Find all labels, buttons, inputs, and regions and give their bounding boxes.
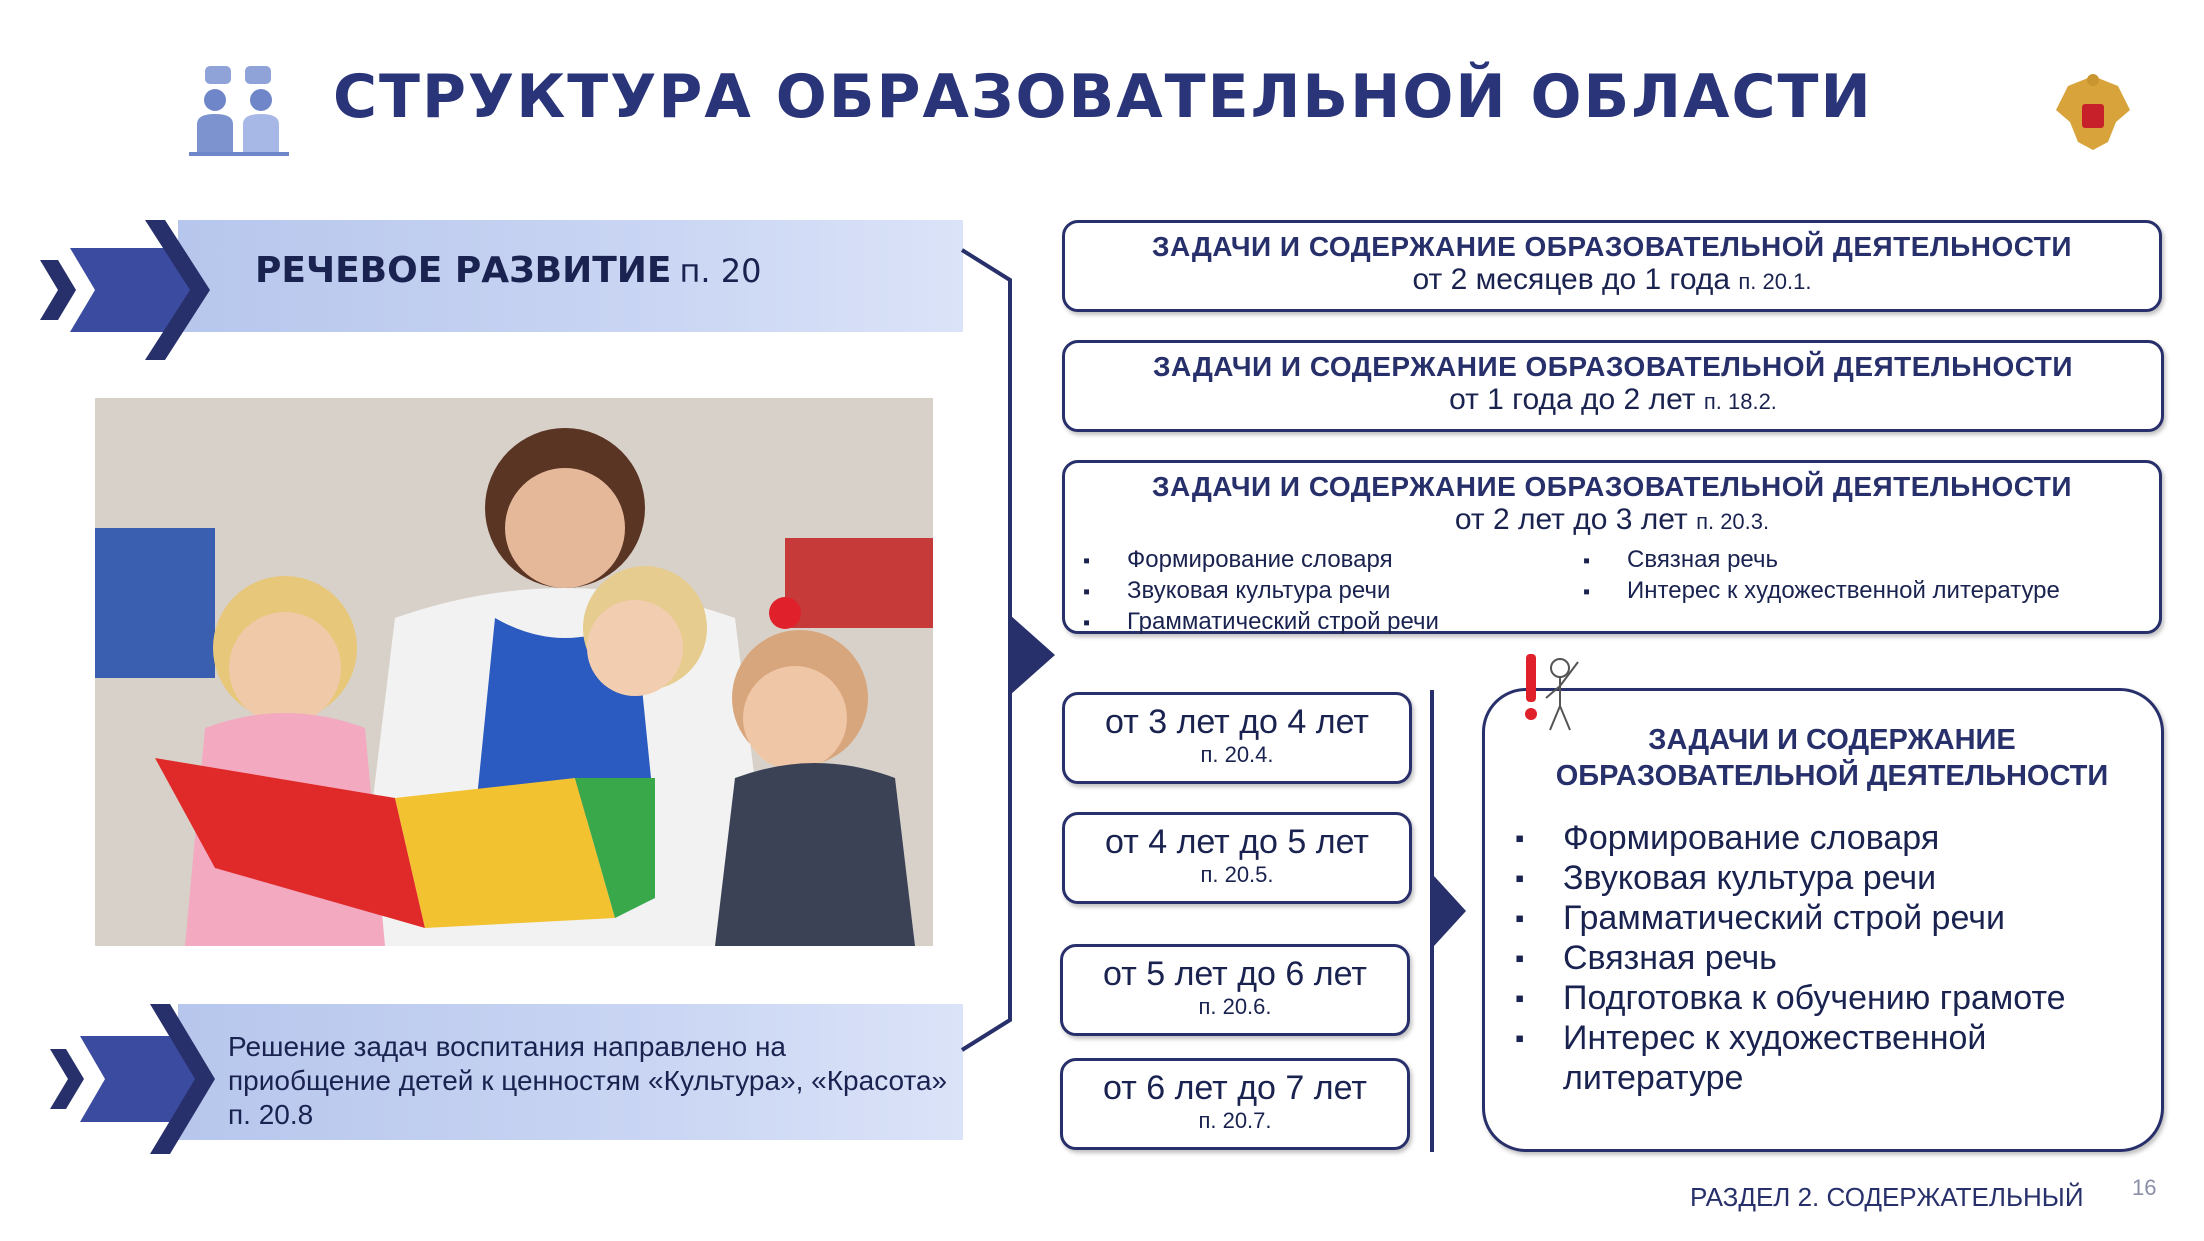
age-label: от 4 лет до 5 лет [1105, 823, 1369, 861]
box-heading: ЗАДАЧИ И СОДЕРЖАНИЕ ОБРАЗОВАТЕЛЬНОЙ ДЕЯТЕЛЬНОСТИ [1153, 351, 2073, 382]
age-box-1 [1062, 692, 1412, 784]
age-ref: п. 20.5. [1200, 862, 1274, 887]
topic-title [255, 250, 761, 291]
box-age [1065, 503, 2159, 537]
list-item: ▪ Формирование словаря [1083, 545, 1439, 576]
page-title: СТРУКТУРА ОБРАЗОВАТЕЛЬНОЙ ОБЛАСТИ [333, 62, 1873, 132]
list-item: ▪ Подготовка к обучению грамоте [1515, 978, 2135, 1018]
box-age [1065, 263, 2159, 297]
age-box-3 [1060, 944, 1410, 1036]
topic-title-text: РЕЧЕВОЕ РАЗВИТИЕ [255, 250, 672, 291]
box-ref: п. 18.2. [1703, 389, 1777, 414]
box-heading: ЗАДАЧИ И СОДЕРЖАНИЕ ОБРАЗОВАТЕЛЬНОЙ ДЕЯТЕЛЬНОСТИ [1152, 471, 2072, 502]
age-label: от 5 лет до 6 лет [1103, 955, 1367, 993]
content-box-3 [1062, 460, 2162, 634]
tasks-heading-line1: ЗАДАЧИ И СОДЕРЖАНИЕ [1648, 724, 2016, 756]
list-item: ▪ Звуковая культура речи [1083, 576, 1439, 607]
section-footer: РАЗДЕЛ 2. СОДЕРЖАТЕЛЬНЫЙ [1690, 1182, 2084, 1212]
chevron-icon [40, 220, 220, 360]
age-box-4 [1060, 1058, 1410, 1150]
list-item: ▪ Грамматический строй речи [1515, 898, 2135, 938]
age-box-2 [1062, 812, 1412, 904]
tasks-heading-line2: ОБРАЗОВАТЕЛЬНОЙ ДЕЯТЕЛЬНОСТИ [1555, 760, 2109, 792]
chevron-icon [50, 1004, 230, 1154]
list-item-text: Интерес к художественной литературе [1627, 577, 2060, 604]
list-item: ▪ Связная речь [1515, 938, 2135, 978]
list-item: ▪ Грамматический строй речи [1083, 607, 1439, 638]
tasks-list [1515, 818, 2135, 1098]
box-age [1065, 383, 2161, 417]
content-box-2 [1062, 340, 2164, 432]
age-label: от 3 лет до 4 лет [1105, 703, 1369, 741]
list-item-text: Связная речь [1627, 546, 1778, 573]
topic-ref: п. 20 [679, 252, 762, 290]
list-item: ▪ Интерес к художественной литературе [1515, 1018, 2135, 1098]
box-heading: ЗАДАЧИ И СОДЕРЖАНИЕ ОБРАЗОВАТЕЛЬНОЙ ДЕЯТЕЛЬНОСТИ [1152, 231, 2072, 262]
tasks-heading [1522, 722, 2142, 794]
list-item: ▪ Звуковая культура речи [1515, 858, 2135, 898]
exclamation-figure-icon [1520, 648, 1590, 738]
list-item [1583, 576, 2060, 607]
box-ref: п. 20.3. [1696, 509, 1770, 534]
box-age-text: от 2 лет до 3 лет [1454, 503, 1688, 536]
box-ref: п. 20.1. [1738, 269, 1812, 294]
page-number: 16 [2132, 1175, 2157, 1200]
box-age-text: от 1 года до 2 лет [1449, 383, 1696, 416]
age-ref: п. 20.6. [1198, 994, 1272, 1019]
people-talk-icon [185, 62, 295, 162]
list-item [1583, 545, 2060, 576]
box-age-text: от 2 месяцев до 1 года [1412, 263, 1731, 296]
divider-arrow [1424, 690, 1484, 1160]
list-item: ▪ Формирование словаря [1515, 818, 2135, 858]
content-box-1 [1062, 220, 2162, 312]
box3-list-left [1083, 545, 1439, 638]
note-text: Решение задач воспитания направлено на приобщение детей к ценностям «Культура», «Красота» п. 20.8 [228, 1031, 948, 1130]
photo-teacher-children [95, 398, 933, 946]
box3-list-right [1583, 545, 2060, 607]
emblem-icon [2048, 66, 2138, 156]
age-label: от 6 лет до 7 лет [1103, 1069, 1367, 1107]
age-ref: п. 20.4. [1200, 742, 1274, 767]
age-ref: п. 20.7. [1198, 1108, 1272, 1133]
